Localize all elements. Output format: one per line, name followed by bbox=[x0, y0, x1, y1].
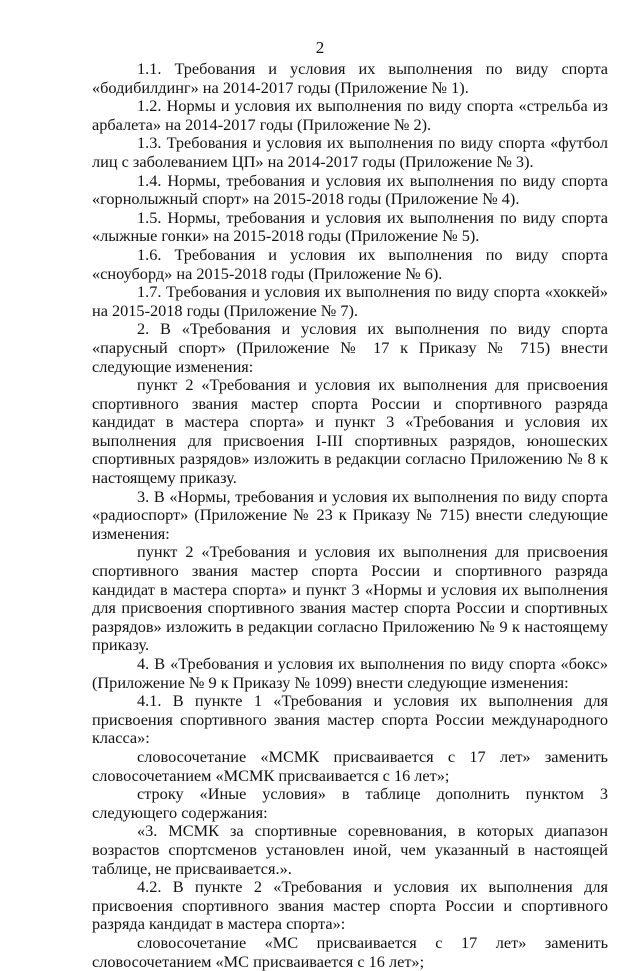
document-body bbox=[92, 60, 608, 971]
paragraph-2: 2. В «Требования и условия их выполнения по виду спорта «парусный спорт» (Приложение № 17 к Приказу № 715) внести следующие изменения: bbox=[92, 319, 608, 376]
paragraph-2-item: пункт 2 «Требования и условия их выполнения для присвоения спортивного звания мастер спорта России и спортивного разряда кандидат в мастера спорта» и пункт 3 «Требования и условия их выполнения для присвоения I-III спортивных разрядов, юношеских спортивных разрядов» изложить в редакции согласно Приложению № 8 к настоящему приказу. bbox=[92, 375, 608, 488]
paragraph-4-2: 4.2. В пункте 2 «Требования и условия их выполнения для присвоения спортивного звания мастер спорта России и спортивного разряда кандидат в мастера спорта»: bbox=[92, 877, 608, 934]
paragraph-3-item: пункт 2 «Требования и условия их выполнения для присвоения спортивного звания мастер спорта России и спортивного разряда кандидат в мастера спорта» и пункт 3 «Нормы и условия их выполнения для присвоения спортивного звания мастер спорта России и спортивных разрядов» изложить в редакции согласно Приложению № 9 к настоящему приказу. bbox=[92, 542, 608, 655]
paragraph-1-2: 1.2. Нормы и условия их выполнения по виду спорта «стрельба из арбалета» на 2014-2017 годы (Приложение № 2). bbox=[92, 96, 608, 134]
paragraph-4: 4. В «Требования и условия их выполнения по виду спорта «бокс» (Приложение № 9 к Приказу № 1099) внести следующие изменения: bbox=[92, 654, 608, 692]
paragraph-1-1: 1.1. Требования и условия их выполнения по виду спорта «бодибилдинг» на 2014-2017 годы (Приложение № 1). bbox=[92, 59, 608, 97]
paragraph-4-1-phrase: словосочетание «МСМК присваивается с 17 лет» заменить словосочетанием «МСМК присваивается с 16 лет»; bbox=[92, 746, 608, 785]
paragraph-3: 3. В «Нормы, требования и условия их выполнения по виду спорта «радиоспорт» (Приложение № 23 к Приказу № 715) внести следующие изменения: bbox=[92, 486, 608, 543]
paragraph-4-2-phrase: словосочетание «МС присваивается с 17 лет» заменить словосочетанием «МС присваивается с 16 лет»; bbox=[92, 932, 608, 971]
paragraph-1-4: 1.4. Нормы, требования и условия их выполнения по виду спорта «горнолыжный спорт» на 2015-2018 годы (Приложение № 4). bbox=[92, 170, 608, 209]
paragraph-4-1-quote: «3. МСМК за спортивные соревнования, в которых диапазон возрастов спортсменов установлен иной, чем указанный в настоящей таблице, не присваивается.». bbox=[92, 821, 608, 878]
page-number: 2 bbox=[315, 38, 325, 57]
paragraph-4-1: 4.1. В пункте 1 «Требования и условия их выполнения для присвоения спортивного звания мастер спорта России международного класса»: bbox=[92, 691, 608, 748]
paragraph-1-3: 1.3. Требования и условия их выполнения по виду спорта «футбол лиц с заболеванием ЦП» на 2014-2017 годы (Приложение № 3). bbox=[92, 133, 608, 171]
paragraph-1-7: 1.7. Требования и условия их выполнения по виду спорта «хоккей» на 2015-2018 годы (Приложение № 7). bbox=[92, 282, 608, 320]
paragraph-1-5: 1.5. Нормы, требования и условия их выполнения по виду спорта «лыжные гонки» на 2015-2018 годы (Приложение № 5). bbox=[92, 207, 608, 246]
paragraph-4-1-row: строку «Иные условия» в таблице дополнить пунктом 3 следующего содержания: bbox=[92, 784, 608, 822]
paragraph-1-6: 1.6. Требования и условия их выполнения по виду спорта «сноуборд» на 2015-2018 годы (Приложение № 6). bbox=[92, 244, 608, 283]
